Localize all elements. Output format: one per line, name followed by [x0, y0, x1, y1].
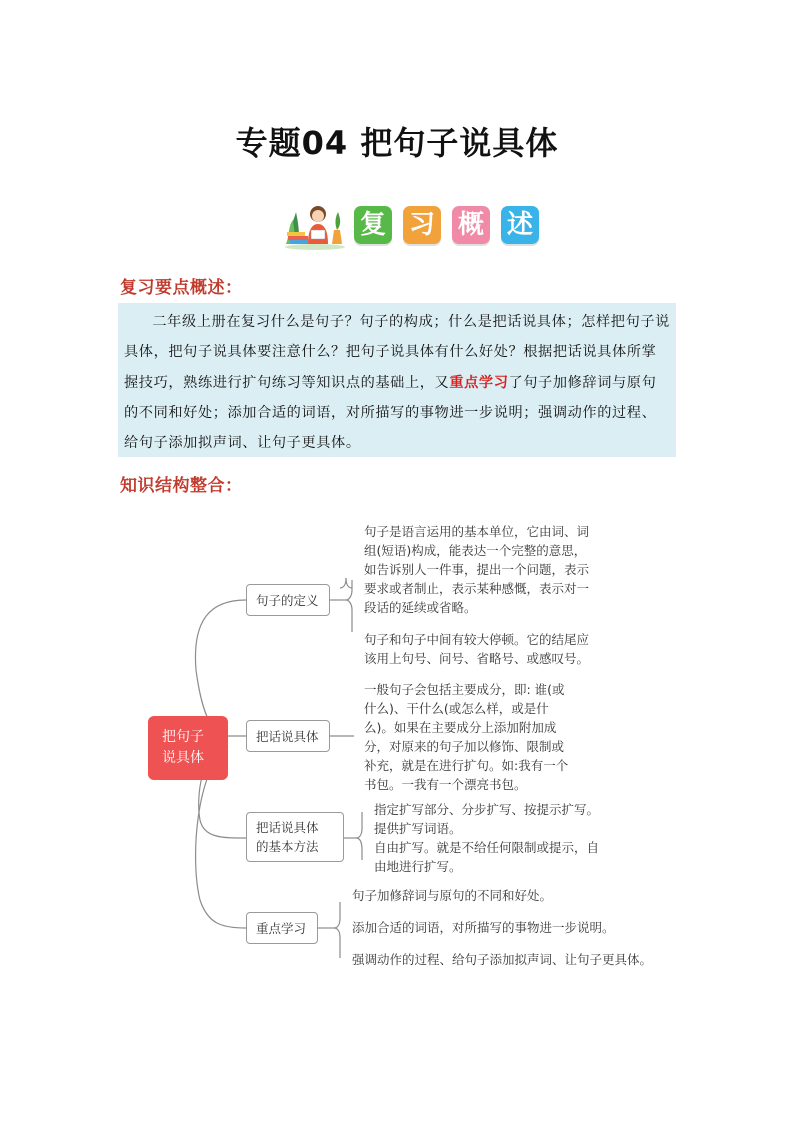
tile-fu: 复 — [354, 206, 392, 244]
summary-text-2: 了句子加修辞词与原句的不同和好处；添加合适的词语，对所描写的事物进一步说明；强调动作的过程、给句子添加拟声词、让句子更具体。 — [124, 374, 657, 452]
leaf-line: 自由扩写。就是不给任何限制或提示，自 — [374, 840, 600, 855]
mind-map — [0, 500, 794, 1000]
leaf-line: 一般句子会包括主要成分，即: 谁(或 — [364, 682, 565, 697]
leaf-definition-2 — [364, 630, 600, 668]
branch-label: 重点学习 — [256, 921, 307, 936]
branch-basic-methods — [246, 812, 344, 862]
leaf-line: 补充，就是在进行扩句。如:我有一个 — [364, 758, 569, 773]
leaf-line: 句子是语言运用的基本单位，它由词、词 — [364, 524, 590, 539]
summary-text-1: 二年级上册在复习什么是句子？句子的构成；什么是把话说具体；怎样把句子说具体，把句子说具体要注意什么？把句子说具体有什么好处？根据把话说具体所掌握技巧，熟练进行扩句练习等知识点的基础上，又 — [124, 314, 670, 391]
mind-map-root — [148, 716, 228, 780]
leaf-line: 该用上句号、问号、省略号、或感叹号。 — [364, 651, 590, 666]
leaf-line: 提供扩写词语。 — [374, 821, 462, 836]
leaf-line: 指定扩写部分、分步扩写、按提示扩写。 — [374, 802, 600, 817]
leaf-line: 么)。如果在主要成分上添加附加成 — [364, 720, 557, 735]
girl-reading-illustration — [284, 200, 346, 250]
leaf-line: 分，对原来的句子加以修饰、限制或 — [364, 739, 565, 754]
branch-label: 把话说具体 — [256, 729, 319, 744]
leaf-key-1 — [352, 886, 672, 905]
branch-label: 把话说具体 — [256, 820, 319, 835]
leaf-key-2 — [352, 918, 672, 937]
leaf-line: 由地进行扩写。 — [374, 859, 462, 874]
leaf-line: 强调动作的过程、给句子添加拟声词、让句子更具体。 — [352, 952, 653, 967]
leaf-key-3 — [352, 950, 672, 969]
tile-shu: 述 — [501, 206, 539, 244]
summary-box — [118, 303, 676, 457]
root-line-1: 把句子 — [162, 729, 204, 745]
leaf-expand-sentence — [364, 680, 578, 794]
leaf-line: 什么)、干什么(或怎么样，或是什 — [364, 701, 549, 716]
branch-speak-concretely — [246, 720, 330, 752]
leaf-line: 句子加修辞词与原句的不同和好处。 — [352, 888, 553, 903]
page-title: 专题04 把句子说具体 — [235, 124, 559, 162]
leaf-line: 要求或者制止，表示某种感慨，表示对一 — [364, 581, 590, 596]
leaf-line: 段话的延续或省略。 — [364, 600, 477, 615]
root-line-2: 说具体 — [162, 750, 204, 766]
leaf-line: 如告诉别人一件事，提出一个问题，表示 — [364, 562, 590, 577]
branch-key-learning — [246, 912, 318, 944]
summary-emphasis: 重点学习 — [449, 374, 509, 391]
leaf-methods — [374, 800, 610, 876]
branch-label: 句子的定义 — [256, 593, 319, 608]
section-heading-review: 复习要点概述： — [120, 278, 243, 298]
branch-label: 的基本方法 — [256, 839, 319, 854]
tile-gai: 概 — [452, 206, 490, 244]
tile-xi: 习 — [403, 206, 441, 244]
leaf-line: 书包。一我有一个漂亮书包。 — [364, 777, 527, 792]
leaf-line: 句子和句子中间有较大停顿。它的结尾应 — [364, 632, 590, 647]
leaf-definition-1 — [364, 522, 600, 617]
leaf-line: 添加合适的词语，对所描写的事物进一步说明。 — [352, 920, 615, 935]
leaf-line: 组(短语)构成，能表达一个完整的意思， — [364, 543, 587, 558]
branch-sentence-definition — [246, 584, 330, 616]
summary-paragraph — [124, 307, 670, 458]
section-heading-structure: 知识结构整合： — [120, 476, 243, 496]
